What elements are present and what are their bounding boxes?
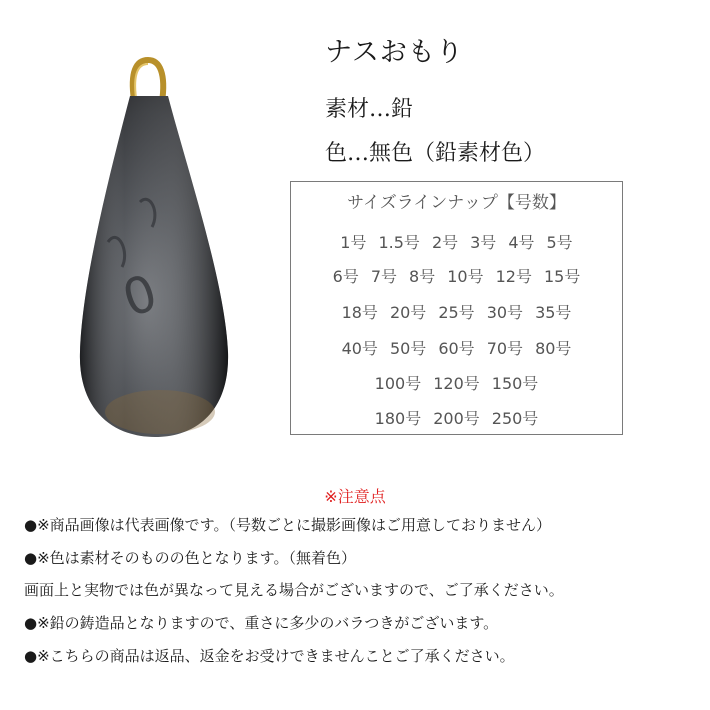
- size-row: [291, 230, 622, 253]
- product-title: ナスおもり: [325, 37, 464, 68]
- size-item: 250号: [491, 409, 539, 428]
- caution-note: ●※鉛の鋳造品となりますので、重さに多少のバラつきがございます。: [24, 614, 499, 632]
- size-item: 8号: [409, 267, 436, 286]
- size-item: 60号: [438, 339, 475, 358]
- size-row: [291, 406, 622, 429]
- size-item: 12号: [495, 267, 532, 286]
- caution-note: ●※こちらの商品は返品、返金をお受けできませんことご了承ください。: [24, 647, 515, 665]
- size-row: [291, 264, 622, 287]
- size-item: 70号: [486, 339, 524, 358]
- caution-note: ●※商品画像は代表画像です。（号数ごとに撮影画像はご用意しておりません）: [24, 516, 551, 534]
- size-item: 5号: [546, 233, 573, 252]
- size-item: 80号: [535, 339, 572, 358]
- size-item: 40号: [341, 339, 378, 358]
- caution-heading: ※注意点: [324, 487, 386, 506]
- size-lineup-heading: サイズラインナップ【号数】: [347, 193, 566, 213]
- size-item: 3号: [470, 233, 497, 252]
- size-item: 150号: [491, 374, 539, 393]
- size-item: 6号: [332, 267, 359, 286]
- size-item: 180号: [374, 409, 422, 428]
- svg-text:0: 0: [115, 263, 164, 329]
- size-item: 2号: [431, 233, 459, 252]
- size-item: 30号: [486, 303, 524, 322]
- size-row: [291, 336, 622, 359]
- size-item: 7号: [370, 267, 398, 286]
- size-row: [291, 300, 622, 323]
- size-item: 18号: [341, 303, 378, 322]
- size-item: 4号: [508, 233, 535, 252]
- color-spec: 色…無色（鉛素材色）: [325, 141, 546, 166]
- size-item: 25号: [438, 303, 475, 322]
- size-item: 10号: [447, 267, 484, 286]
- caution-note: 画面上と実物では色が異なって見える場合がございますので、ご了承ください。: [24, 581, 564, 599]
- lead-sinker-image: [60, 52, 250, 452]
- caution-note: ●※色は素材そのものの色となります。（無着色）: [24, 549, 356, 567]
- size-item: 35号: [535, 303, 572, 322]
- size-item: 1.5号: [378, 233, 420, 252]
- size-item: 50号: [389, 339, 427, 358]
- size-item: 20号: [389, 303, 427, 322]
- size-item: 1号: [340, 233, 367, 252]
- size-item: 100号: [374, 374, 422, 393]
- material-spec: 素材…鉛: [325, 97, 414, 122]
- size-row: [291, 371, 622, 394]
- size-item: 15号: [543, 267, 581, 286]
- size-item: 200号: [433, 409, 480, 428]
- size-item: 120号: [433, 374, 480, 393]
- size-lineup-box: [290, 181, 623, 435]
